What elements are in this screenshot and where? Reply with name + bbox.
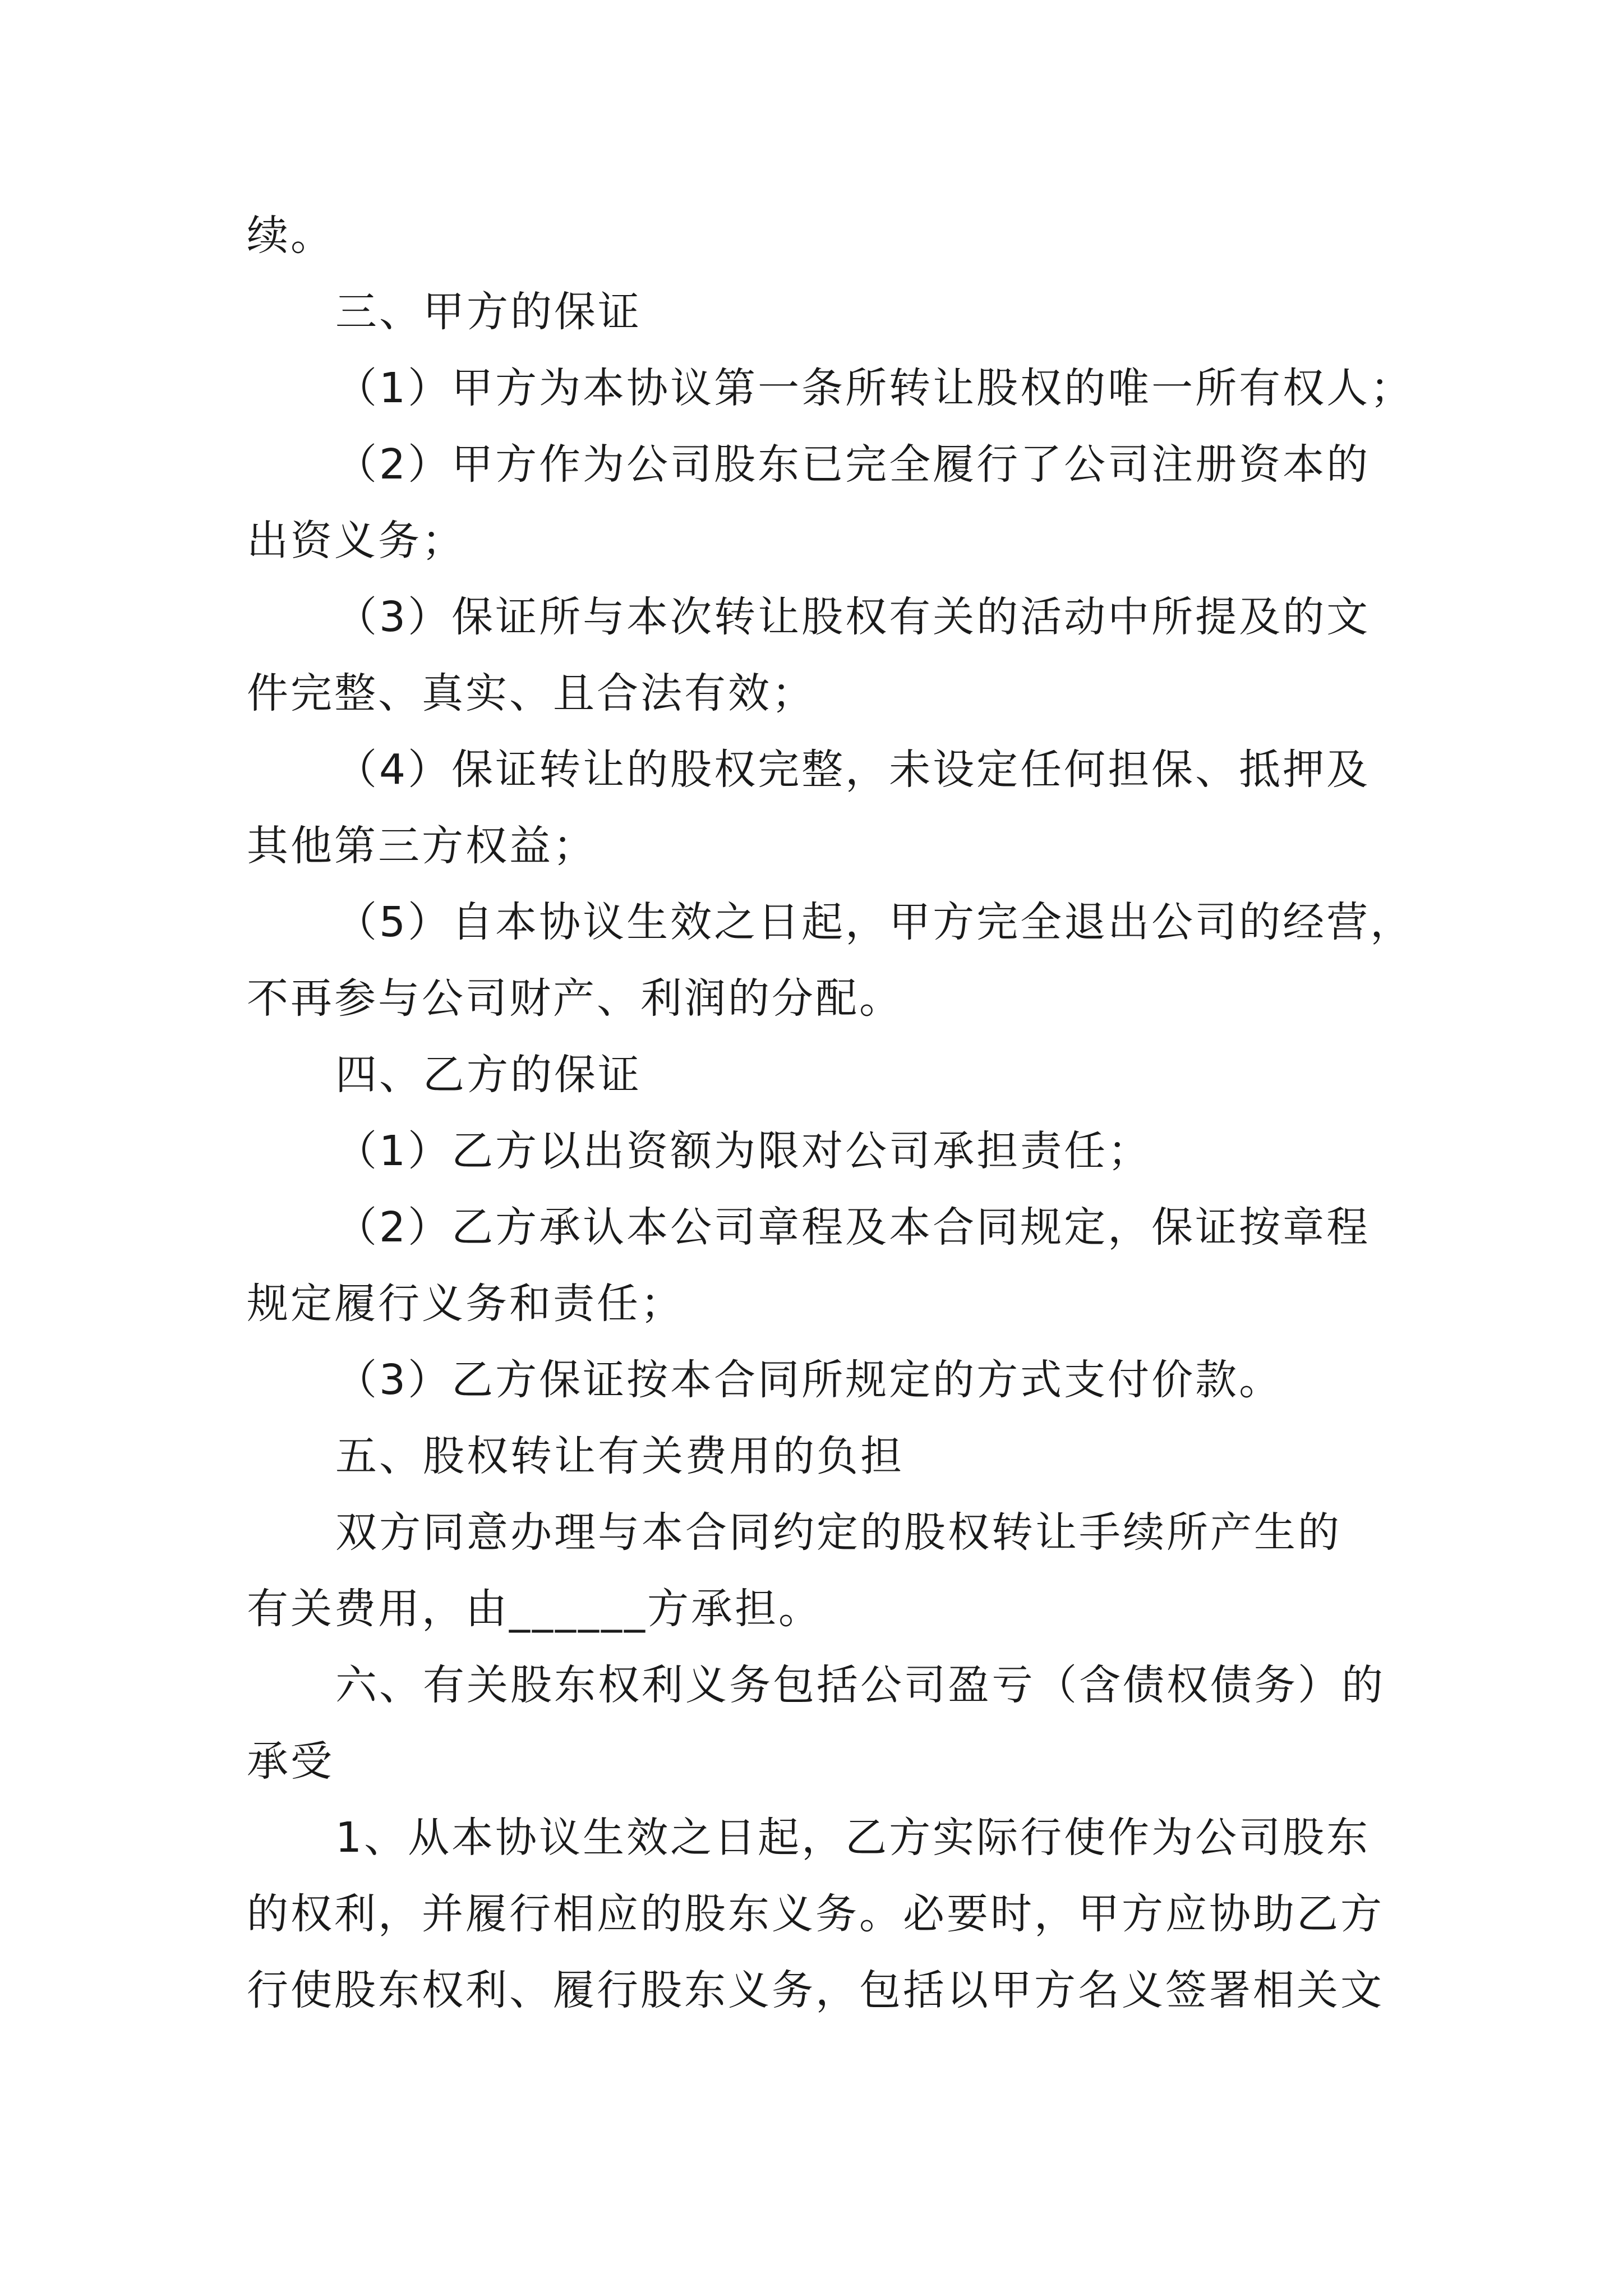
paragraph-line: 出资义务； bbox=[247, 517, 465, 565]
paragraph-line: （3）乙方保证按本合同所规定的方式支付价款。 bbox=[335, 1356, 1283, 1404]
section-heading: 六、有关股东权利义务包括公司盈亏（含债权债务）的 bbox=[335, 1661, 1385, 1709]
paragraph-line: （4）保证转让的股权完整，未设定任何担保、抵押及 bbox=[335, 746, 1371, 794]
paragraph-line: （5）自本协议生效之日起，甲方完全退出公司的经营， bbox=[335, 898, 1414, 946]
paragraph-line: 行使股东权利、履行股东义务，包括以甲方名义签署相关文 bbox=[247, 1966, 1384, 2014]
paragraph-line: （1）甲方为本协议第一条所转让股权的唯一所有权人； bbox=[335, 364, 1414, 412]
paragraph-line: 1、从本协议生效之日起，乙方实际行使作为公司股东 bbox=[335, 1814, 1371, 1862]
paragraph-line: （2）乙方承认本公司章程及本合同规定，保证按章程 bbox=[335, 1203, 1371, 1251]
paragraph-line: 其他第三方权益； bbox=[247, 822, 597, 870]
paragraph-line: （3）保证所与本次转让股权有关的活动中所提及的文 bbox=[335, 593, 1371, 641]
section-heading: 四、乙方的保证 bbox=[335, 1051, 642, 1099]
paragraph-line: 双方同意办理与本合同约定的股权转让手续所产生的 bbox=[335, 1508, 1341, 1557]
paragraph-line: 规定履行义务和责任； bbox=[247, 1280, 684, 1328]
section-heading: 三、甲方的保证 bbox=[335, 288, 642, 336]
paragraph-line: （1）乙方以出资额为限对公司承担责任； bbox=[335, 1127, 1152, 1175]
paragraph-line: 续。 bbox=[247, 211, 334, 260]
paragraph-line: 有关费用，由______方承担。 bbox=[247, 1585, 822, 1633]
paragraph-line: 的权利，并履行相应的股东义务。必要时，甲方应协助乙方 bbox=[247, 1890, 1384, 1938]
paragraph-line: 件完整、真实、且合法有效； bbox=[247, 669, 815, 717]
section-heading: 五、股权转让有关费用的负担 bbox=[335, 1432, 904, 1480]
paragraph-line: 不再参与公司财产、利润的分配。 bbox=[247, 974, 903, 1023]
paragraph-line: （2）甲方作为公司股东已完全履行了公司注册资本的 bbox=[335, 440, 1371, 489]
section-heading-continuation: 承受 bbox=[247, 1737, 334, 1786]
